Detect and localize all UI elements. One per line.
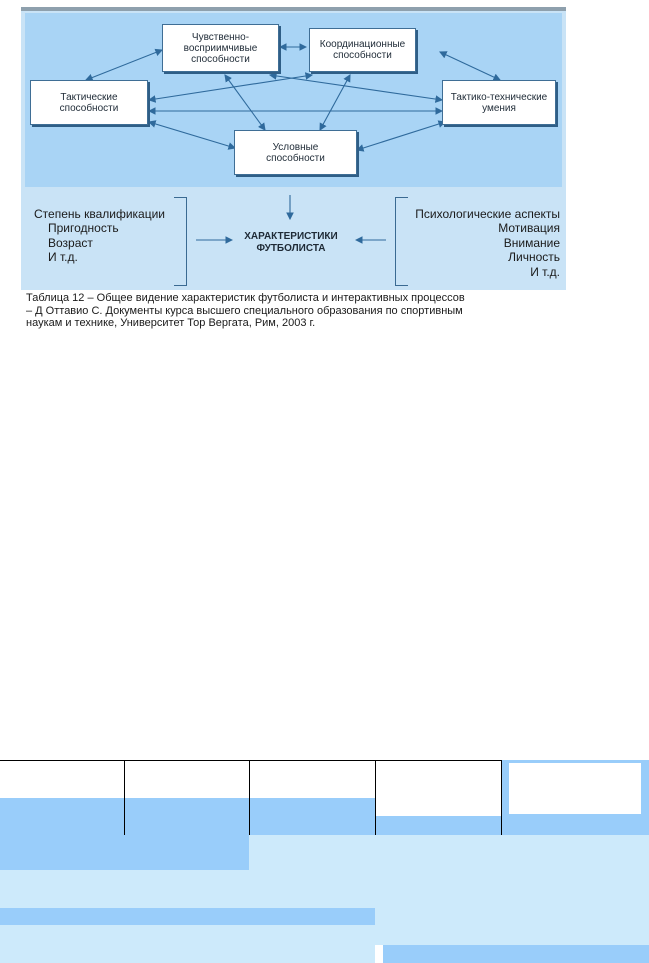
caption-line: наукам и технике, Университет Тор Вергата, Рим, 2003 г. bbox=[26, 317, 316, 329]
arrow-tactical-conditional bbox=[149, 122, 235, 148]
node-tactical-label: Тактические способности bbox=[59, 91, 119, 114]
table-cell-white bbox=[509, 763, 641, 814]
table-cell bbox=[249, 798, 375, 835]
left-factor-list bbox=[34, 207, 165, 265]
right-factor-list bbox=[390, 207, 560, 279]
arrow-coordination-techtactical bbox=[440, 52, 500, 80]
node-conditional-label: Условные способности bbox=[266, 141, 325, 164]
arrow-tactical-sensory bbox=[86, 50, 162, 80]
table-band bbox=[0, 835, 249, 870]
node-tech-tactical-label: Тактико-технические умения bbox=[450, 91, 548, 114]
left-factor-item: И т.д. bbox=[48, 250, 78, 265]
table-band bbox=[383, 945, 649, 963]
table-cell bbox=[375, 816, 501, 835]
node-tactical bbox=[30, 80, 148, 125]
right-factor-item: Внимание bbox=[503, 235, 560, 250]
table-band bbox=[0, 908, 375, 925]
right-factor-item: Мотивация bbox=[498, 221, 560, 236]
right-factor-item: Личность bbox=[508, 250, 560, 265]
left-factor-item: Степень квалификации bbox=[34, 207, 165, 221]
caption-line: Таблица 12 – Общее видение характеристик футболиста и интерактивных процессов bbox=[26, 292, 465, 304]
left-bracket bbox=[174, 197, 187, 286]
center-title: ХАРАКТЕРИСТИКИ ФУТБОЛИСТА bbox=[244, 231, 338, 254]
arrow-sensory-techtactical bbox=[270, 75, 442, 100]
left-factor-item: Возраст bbox=[48, 235, 93, 250]
node-coordination bbox=[309, 28, 416, 72]
node-coordination-label: Координационные способности bbox=[319, 39, 406, 61]
table-column-divider bbox=[124, 760, 125, 835]
arrow-tactical-coordination bbox=[149, 75, 312, 100]
table-cell bbox=[124, 798, 249, 835]
node-sensory bbox=[162, 24, 279, 72]
node-sensory-label: Чувственно- восприимчивые способности bbox=[183, 31, 258, 65]
left-factor-item: Пригодность bbox=[48, 221, 119, 236]
right-factor-item: И т.д. bbox=[530, 264, 560, 279]
table-cell bbox=[0, 798, 124, 835]
figure-caption bbox=[26, 292, 566, 330]
arrow-techtactical-conditional bbox=[357, 122, 445, 150]
table-column-divider bbox=[375, 760, 376, 835]
table-column-divider bbox=[249, 760, 250, 835]
right-factor-item: Психологические аспекты bbox=[415, 207, 560, 221]
table-column-divider bbox=[501, 760, 502, 835]
node-tech-tactical bbox=[442, 80, 556, 125]
node-conditional bbox=[234, 130, 357, 175]
table-gap bbox=[375, 945, 383, 963]
caption-line: – Д Оттавио С. Документы курса высшего специального образования по спортивным bbox=[26, 304, 463, 317]
